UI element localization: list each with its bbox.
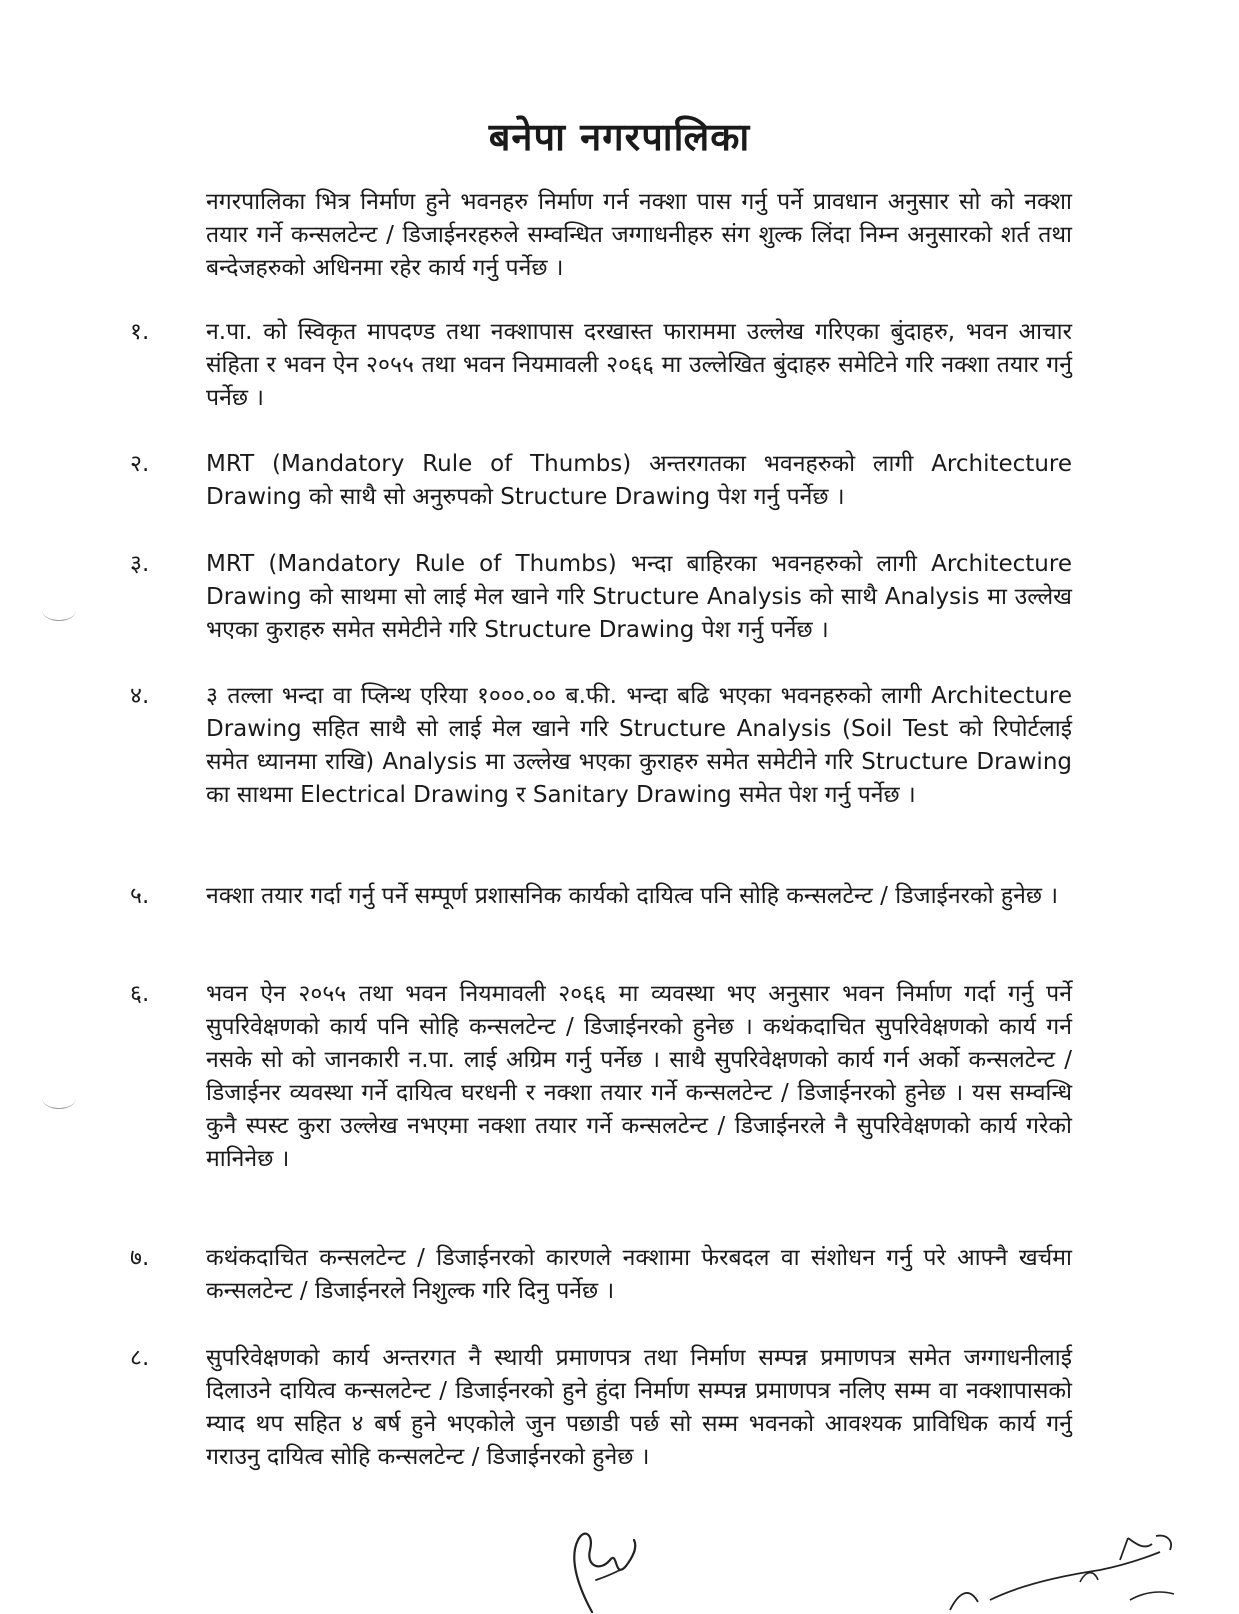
item-text: कथंकदाचित कन्सलटेन्ट / डिजाईनरको कारणले नक्शामा फेरबदल वा संशोधन गर्नु परे आफ्नै खर्चमा कन्सलटेन्ट / डिजाईनरले निशुल्क गरि दिनु पर्नेछ । <box>206 1245 1072 1304</box>
item-number: ८. <box>130 1345 150 1371</box>
item-text: भवन ऐन २०५५ तथा भवन नियमावली २०६६ मा व्यवस्था भए अनुसार भवन निर्माण गर्दा गर्नु पर्ने सुपरिवेक्षणको कार्य पनि सोहि कन्सलटेन्ट / डिजाईनरको हुनेछ । कथंकदाचित सुपरिवेक्षणको कार्य गर्न नसके सो को जानकारी न.पा. लाई अग्रिम गर्नु पर्नेछ । साथै सुपरिवेक्षणको कार्य गर्न अर्को कन्सलटेन्ट / डिजाईनर व्यवस्था गर्ने दायित्व घरधनी र नक्शा तयार गर्ने कन्सलटेन्ट / डिजाईनरको हुनेछ । यस सम्वन्धि कुनै स्पस्ट कुरा उल्लेख नभएमा नक्शा तयार गर्ने कन्सलटेन्ट / डिजाईनरले नै सुपरिवेक्षणको कार्य गरेको मानिनेछ । <box>206 981 1072 1172</box>
item-number: ४. <box>130 683 150 709</box>
punch-hole-mark <box>42 1088 76 1109</box>
item-text: नक्शा तयार गर्दा गर्नु पर्ने सम्पूर्ण प्रशासनिक कार्यको दायित्व पनि सोहि कन्सलटेन्ट / डिजाईनरको हुनेछ । <box>206 883 1059 909</box>
handwritten-note-mark <box>930 1530 1190 1614</box>
page-title: बनेपा नगरपालिका <box>488 115 751 159</box>
item-text: ३ तल्ला भन्दा वा प्लिन्थ एरिया १०००.०० ब.फी. भन्दा बढि भएका भवनहरुको लागी Architecture Drawing सहित साथै सो लाई मेल खाने गरि Structure Analysis (Soil Test को रिपोर्टलाई समेत ध्यानमा राखि) Analysis मा उल्लेख भएका कुराहरु समेत समेटीने गरि Structure Drawing का साथमा Electrical Drawing र Sanitary Drawing समेत पेश गर्नु पर्नेछ । <box>206 683 1072 808</box>
signature-mark <box>560 1520 680 1614</box>
punch-hole-mark <box>42 600 76 621</box>
item-number: १. <box>130 319 150 345</box>
item-text: MRT (Mandatory Rule of Thumbs) अन्तरगतका भवनहरुको लागी Architecture Drawing को साथै सो अनुरुपको Structure Drawing पेश गर्नु पर्नेछ । <box>206 451 1072 510</box>
item-text: न.पा. को स्विकृत मापदण्ड तथा नक्शापास दरखास्त फाराममा उल्लेख गरिएका बुंदाहरु, भवन आचार संहिता र भवन ऐन २०५५ तथा भवन नियमावली २०६६ मा उल्लेखित बुंदाहरु समेटिने गरि नक्शा तयार गर्नु पर्नेछ । <box>206 319 1072 411</box>
item-number: ५. <box>130 883 150 909</box>
item-number: ७. <box>130 1245 150 1271</box>
item-text: MRT (Mandatory Rule of Thumbs) भन्दा बाहिरका भवनहरुको लागी Architecture Drawing को साथमा सो लाई मेल खाने गरि Structure Analysis को साथै Analysis मा उल्लेख भएका कुराहरु समेत समेटीने गरि Structure Drawing पेश गर्नु पर्नेछ । <box>206 551 1072 643</box>
intro-paragraph: नगरपालिका भित्र निर्माण हुने भवनहरु निर्माण गर्न नक्शा पास गर्नु पर्ने प्रावधान अनुसार सो को नक्शा तयार गर्ने कन्सलटेन्ट / डिजाईनरहरुले सम्वन्धित जग्गाधनीहरु संग शुल्क लिंदा निम्न अनुसारको शर्त तथा बन्देजहरुको अधिनमा रहेर कार्य गर्नु पर्नेछ । <box>206 189 1072 281</box>
item-text: सुपरिवेक्षणको कार्य अन्तरगत नै स्थायी प्रमाणपत्र तथा निर्माण सम्पन्न प्रमाणपत्र समेत जग्गाधनीलाई दिलाउने दायित्व कन्सलटेन्ट / डिजाईनरको हुने हुंदा निर्माण सम्पन्न प्रमाणपत्र नलिए सम्म वा नक्शापासको म्याद थप सहित ४ बर्ष हुने भएकोले जुन पछाडी पर्छ सो सम्म भवनको आवश्यक प्राविधिक कार्य गर्नु गराउनु दायित्व सोहि कन्सलटेन्ट / डिजाईनरको हुनेछ । <box>206 1345 1072 1470</box>
item-number: ३. <box>130 551 150 577</box>
item-number: २. <box>130 451 150 477</box>
item-number: ६. <box>130 981 150 1007</box>
